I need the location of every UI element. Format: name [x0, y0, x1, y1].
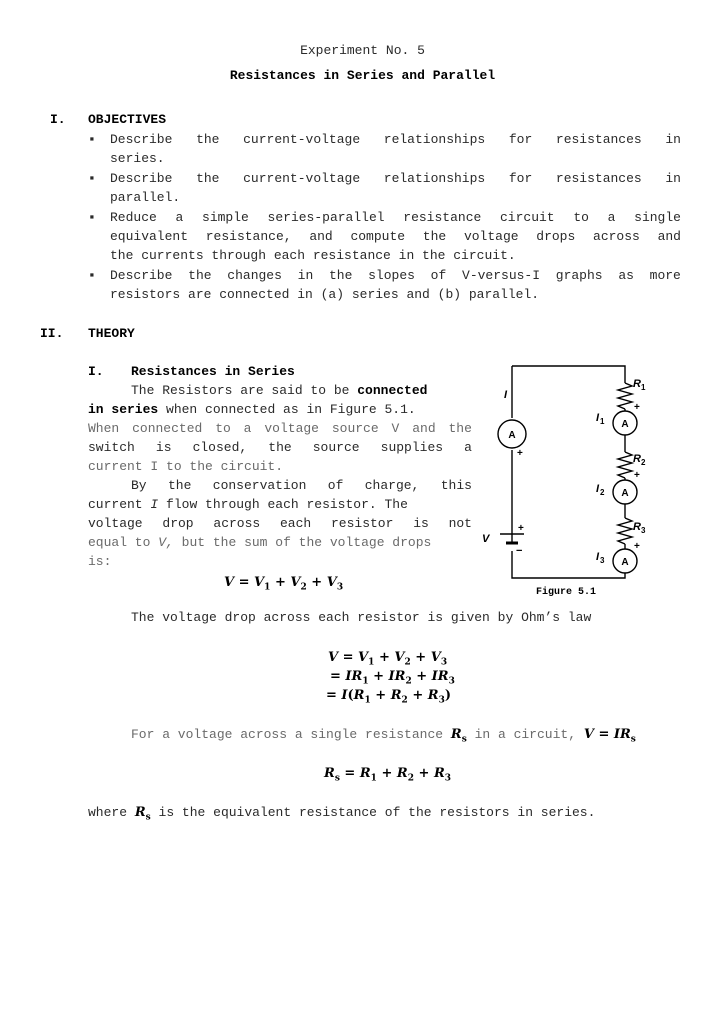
label-i: I	[504, 389, 508, 401]
label-r1-sub: 1	[641, 383, 646, 392]
subsection-heading: Resistances in Series	[131, 364, 295, 379]
where-line: where $R_s$ is the equivalent resistance of the resistors in series.	[88, 805, 596, 823]
bullet-1: ▪	[88, 132, 96, 147]
equivalent-resistance-equation: $R_s = R_1 + R_2 + R_3$	[324, 766, 452, 784]
meter-label-a-main: A	[508, 430, 516, 441]
p2-line-1: By the conservation of charge, this	[131, 478, 472, 493]
meter-label-a2: A	[621, 488, 629, 499]
label-r1: R	[633, 378, 641, 390]
objective-4-line-1: Describe the changes in the slopes of V-versus-I graphs as more	[110, 268, 681, 283]
bullet-3: ▪	[88, 210, 96, 225]
ohm-law-line: The voltage drop across each resistor is given by Ohm’s law	[131, 610, 592, 625]
experiment-number: Experiment No. 5	[300, 43, 425, 58]
p1-line-3: When connected to a voltage source V and the	[88, 421, 472, 436]
meter-label-a3: A	[621, 557, 629, 568]
single-resistance-line: For a voltage across a single resistance $R_s$ in a circuit, $V = IR_s$	[131, 727, 636, 745]
equation-sum-voltage: $V = V_1 + V_2 + V_3$	[224, 575, 344, 593]
bullet-4: ▪	[88, 268, 96, 283]
derivation-line-1: $V = V_1 + V_2 + V_3$	[328, 650, 448, 668]
label-r2: R	[633, 453, 641, 465]
page-title: Resistances in Series and Parallel	[229, 68, 496, 83]
figure-caption: Figure 5.1	[536, 587, 597, 598]
circuit-figure	[478, 358, 668, 588]
p1-line-2: in series when connected as in Figure 5.1.	[88, 402, 416, 417]
objective-3-line-1: Reduce a simple series-parallel resistance circuit to a single	[110, 210, 681, 225]
objective-1-line-1: Describe the current-voltage relationships for resistances in	[110, 132, 681, 147]
label-v: V	[482, 533, 490, 545]
objectives-heading: OBJECTIVES	[88, 112, 167, 127]
objective-2-line-1: Describe the current-voltage relationships for resistances in	[110, 171, 681, 186]
meter-label-a1: A	[621, 419, 629, 430]
objective-3-line-3: the currents through each resistance in the circuit.	[110, 248, 516, 263]
derivation-line-2: = $IR_1 + IR_2 + IR_3$	[330, 669, 455, 687]
plus-r1: +	[634, 402, 640, 413]
p1-line-5: current I to the circuit.	[88, 459, 284, 474]
plus-r2: +	[634, 470, 640, 481]
label-i3: I	[596, 551, 600, 563]
p1-line-4: switch is closed, the source supplies a	[88, 440, 472, 455]
objective-1-line-2: series.	[110, 151, 165, 166]
theory-numeral: II.	[40, 326, 64, 341]
label-r3: R	[633, 521, 641, 533]
minus-source: −	[516, 545, 523, 557]
objectives-numeral: I.	[50, 112, 66, 127]
p2-line-5: is:	[88, 554, 112, 569]
subsection-numeral: I.	[88, 364, 104, 379]
p2-line-4: equal to V, but the sum of the voltage drops	[88, 535, 432, 550]
p2-line-2: current I flow through each resistor. The	[88, 497, 408, 512]
plus-source: +	[518, 523, 524, 534]
plus-meter: +	[517, 448, 523, 459]
p1-line-1: The Resistors are said to be connected	[131, 383, 428, 398]
label-i1-sub: 1	[600, 417, 605, 426]
label-i2: I	[596, 483, 600, 495]
objective-3-line-2: equivalent resistance, and compute the voltage drops across and	[110, 229, 681, 244]
label-i2-sub: 2	[600, 488, 605, 497]
label-r3-sub: 3	[641, 526, 646, 535]
p2-line-3: voltage drop across each resistor is not	[88, 516, 472, 531]
label-r2-sub: 2	[641, 458, 646, 467]
derivation-line-3: = $I(R_1 + R_2 + R_3)$	[326, 688, 451, 706]
bullet-2: ▪	[88, 171, 96, 186]
objective-4-line-2: resistors are connected in (a) series and (b) parallel.	[110, 287, 540, 302]
plus-r3: +	[634, 541, 640, 552]
label-i3-sub: 3	[600, 556, 605, 565]
label-i1: I	[596, 412, 600, 424]
objective-2-line-2: parallel.	[110, 190, 181, 205]
theory-heading: THEORY	[88, 326, 135, 341]
